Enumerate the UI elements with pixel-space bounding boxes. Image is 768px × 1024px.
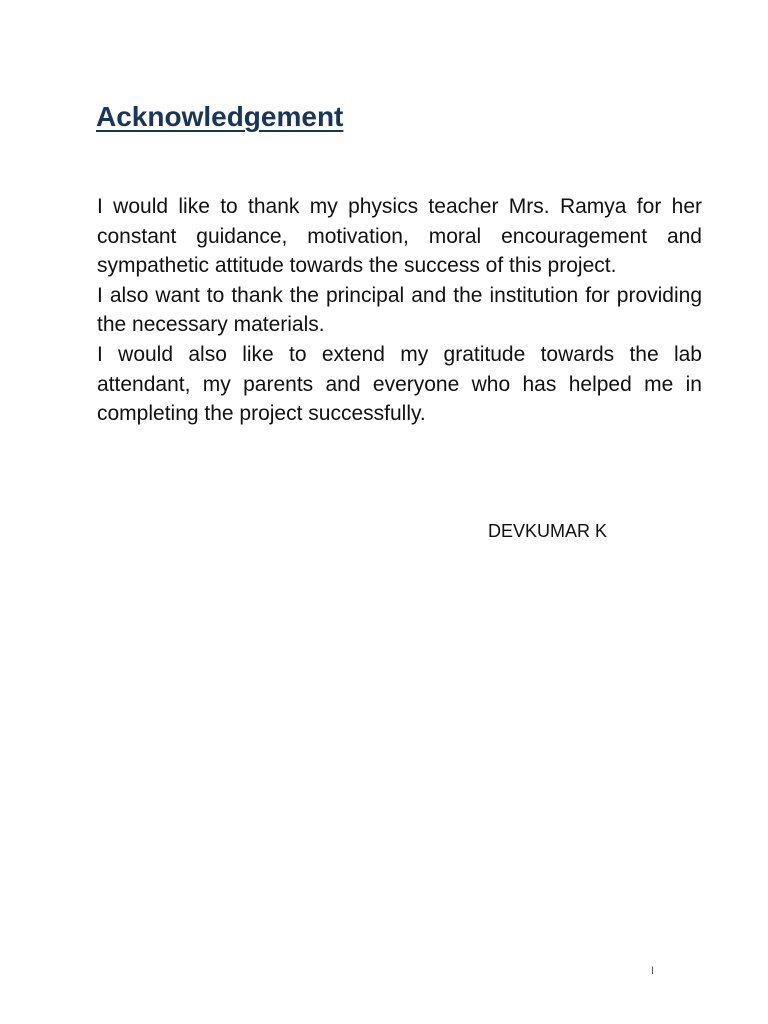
acknowledgement-paragraph-1: I would like to thank my physics teacher Mrs. Ramya for her constant guidance, motivation, moral encouragement and sympathetic attitude towards the success of this project. (97, 195, 702, 278)
acknowledgement-body (97, 192, 702, 429)
author-signature: DEVKUMAR K (488, 521, 608, 541)
acknowledgement-paragraph-3: I would also like to extend my gratitude towards the lab attendant, my parents and everyone who has helped me in completing the project successfully. (97, 342, 702, 426)
page-title: Acknowledgement (96, 101, 344, 132)
acknowledgement-paragraph-2: I also want to thank the principal and the institution for providing the necessary materials. (97, 283, 702, 337)
page-number: I (651, 965, 655, 977)
